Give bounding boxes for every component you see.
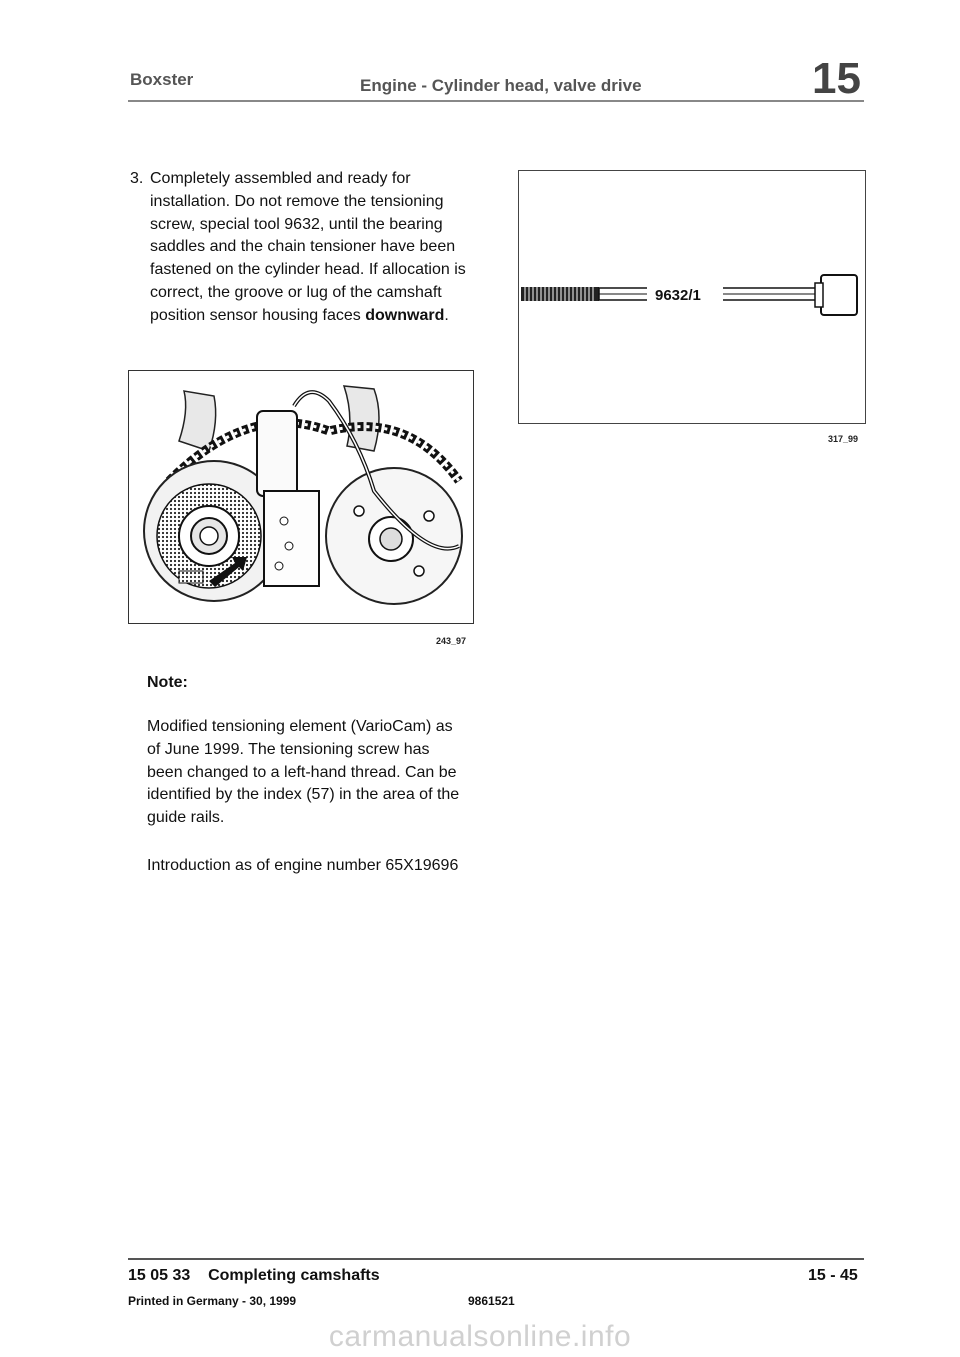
footer-part-number: 9861521	[468, 1294, 515, 1308]
note-introduction: Introduction as of engine number 65X19696	[147, 857, 459, 874]
right-figure-caption: 317_99	[828, 434, 859, 444]
header-rule	[128, 100, 864, 102]
step-3	[130, 168, 470, 328]
tool-label: 9632/1	[655, 287, 701, 304]
step-text-end: .	[444, 306, 449, 324]
footer-code: 15 05 33	[128, 1267, 191, 1284]
note-heading: Note:	[147, 674, 188, 691]
camshaft-assembly-figure	[128, 370, 474, 624]
step-emphasis: downward	[365, 306, 445, 324]
footer-title: Completing camshafts	[208, 1267, 380, 1284]
footer-printed: Printed in Germany - 30, 1999	[128, 1294, 297, 1308]
watermark: carmanualsonline.info	[328, 1320, 632, 1353]
camshaft-assembly-illustration	[129, 371, 473, 623]
header-model: Boxster	[130, 70, 194, 89]
step-text-body: Completely assembled and ready for installation. Do not remove the tensioning screw, special tool 9632, until the bearing saddles and the chain tensioner have been fastened on the cylinder head. If allocation is correct, the groove or lug of the camshaft position sensor housing faces	[150, 170, 466, 324]
special-tool-illustration	[519, 171, 865, 423]
step-text	[150, 168, 470, 328]
note-body: Modified tensioning element (VarioCam) as of June 1999. The tensioning screw has been changed to a left-hand thread. Can be identified by the index (57) in the area of the guide rails.	[147, 718, 460, 827]
left-figure-caption: 243_97	[436, 636, 467, 646]
header-section-title: Engine - Cylinder head, valve drive	[360, 76, 642, 95]
footer-section	[128, 1267, 380, 1285]
footer-rule	[128, 1258, 864, 1260]
special-tool-figure	[518, 170, 866, 424]
header-chapter-number: 15	[812, 54, 861, 103]
footer-page-number: 15 - 45	[808, 1267, 858, 1284]
step-number: 3.	[130, 170, 144, 187]
